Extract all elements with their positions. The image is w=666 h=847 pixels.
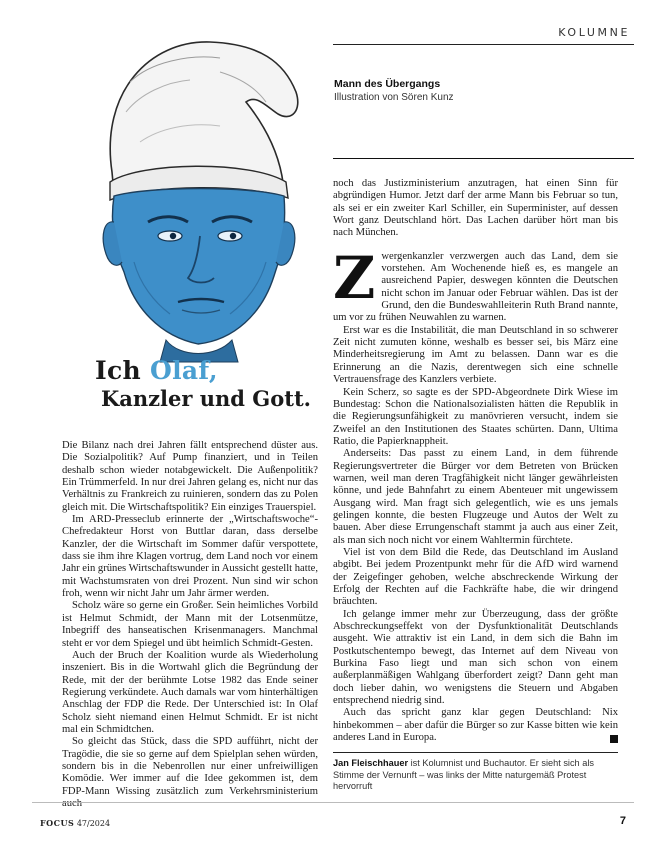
paragraph-continued: noch das Justizministerium anzutragen, hat einen Sinn für abgründigen Humor. Jetzt darf der arme Mann bis Februar so tun, als sei er ein zweiter Karl Schiller, ein Superminister, auf dessen Wort ganz Deutschland hört. Das Lachen darüber hört man bis nach München. <box>333 178 618 239</box>
paragraph-dropcap <box>333 243 618 325</box>
article-column-left <box>62 440 318 810</box>
section-label: KOLUMNE <box>558 26 630 39</box>
paragraph: So gleicht das Stück, dass die SPD aufführt, nicht der Tragödie, die sie so gerne auf dem Spielplan sehen würden, sondern bis in die Nebenrollen nur einer unfreiwilligen Komödie. Wer immer auf die Idee gekommen ist, dem FDP-Mann Wissing zusätzlich zum Verkehrsministerium auch <box>62 736 318 809</box>
illustration-caption <box>334 78 634 104</box>
paragraph: Scholz wäre so gerne ein Großer. Sein heimliches Vorbild ist Helmut Schmidt, der Mann mit der Lotsenmütze, Inbegriff des hanseatischen Krisenmanagers. Manchmal steht er vor dem Spiegel und übt heimlich Schmidt-Gesten. <box>62 600 318 649</box>
white-cap <box>110 42 298 200</box>
caption-credit: Illustration von Sören Kunz <box>334 92 454 103</box>
footer-brand <box>40 818 110 828</box>
headline-line-2: Kanzler und Gott. <box>101 386 311 411</box>
paragraph: Kein Scherz, so sagte es der SPD-Abgeordnete Dirk Wiese im Bundestag: Schon die Nationalsozialisten hätten die Republik in die Regierungsunfähigkeit zu manövrieren versucht, indem sie Zweifel an den Institutionen des Staates schürten. Dann, Ultima Ratio, die Papierknappheit. <box>333 386 618 447</box>
paragraph-last <box>333 707 618 744</box>
illustration-portrait <box>70 22 310 370</box>
paragraph: Im ARD-Presseclub erinnerte der „Wirtschaftswoche“-Chefredakteur Horst von Buttlar daran, dass derselbe Kanzler, der die Wirtschaft im Sommer dafür verspottete, dass sie ihm ihre Klagen vortrug, dem Land noch vor einem Jahr ein grünes Wirtschaftswunder in Aussicht gestellt hatte, mit Wachstumsraten von drei Prozent. Nun sind wir schon froh, wenn wir nicht Jahr um Jahr ärmer werden. <box>62 514 318 600</box>
author-bio <box>333 758 618 793</box>
paragraph: Viel ist von dem Bild die Rede, das Deutschland im Ausland abgibt. Bei jedem Prozentpunkt mehr für die AfD wird warnend der Zeigefinger gehoben, welche abschreckende Wirkung der Erfolg der Rechten auf die Fachkräfte habe, die wir dringend bräuchten. <box>333 546 618 608</box>
caption-title: Mann des Übergangs <box>334 78 441 90</box>
headline <box>95 356 335 412</box>
headline-word-ich: Ich <box>95 356 141 385</box>
drop-cap: Z <box>333 243 376 312</box>
bio-divider <box>333 752 618 753</box>
header-divider <box>333 44 634 45</box>
article-column-right <box>333 178 618 744</box>
author-name: Jan Fleischhauer <box>333 758 409 768</box>
paragraph: Erst war es die Instabilität, die man Deutschland in so schwerer Zeit nicht zumuten könne, weshalb es besser sei, bis März eine Minderheitsregierung im Amt zu belassen. Dann war es die Erinnerung an die Nazis, derentwegen sich eine schnelle Vertrauensfrage des Kanzlers verbiete. <box>333 324 618 386</box>
caption-divider <box>333 158 634 159</box>
headline-line-1 <box>95 356 335 386</box>
headline-accent-olaf: Olaf, <box>150 356 218 385</box>
blue-face <box>103 189 295 363</box>
paragraph: Anderseits: Das passt zu einem Land, in dem führende Regierungsvertreter die Bürger vor dem Betreten von Brücken warnen, weil man deren Tragfähigkeit nicht länger gewährleisten könne, und jede Bahnfahrt zu einem Abenteuer mit ungewissem Ausgang wird. Man fragt sich gelegentlich, wie es uns jemals gelingen konnte, die besten Flugzeuge und Autos der Welt zu bauen. Aber diese Errungenschaft stammt ja auch aus einer Zeit, als man sich noch nicht vor einem Wahltermin fürchtete. <box>333 448 618 546</box>
paragraph: Ich gelange immer mehr zur Überzeugung, dass der größte Abschreckungseffekt von der Dysfunktionalität Deutschlands ausgeht. Wie attraktiv ist ein Land, in dem sich die Bahn im Postkutschentempo bewegt, das Internet auf dem Niveau von Burkina Faso liegt und man sich schon von einem außerplanmäßigen Wahlgang überfordert zeigt? Dann geht man doch lieber dahin, wo wenigstens die Steuern und Abgaben entsprechend niedrig sind. <box>333 608 618 707</box>
footer-divider <box>32 802 634 803</box>
dropcap-text: wergenkanzler verzwergen auch das Land, dem sie vorstehen. Am Wochenende hieß es, es mangele an ausreichend Papier, deswegen könnten die Deutschen nicht schon im Januar oder Februar wählen. Das ist der Grund, den die Bundeswahlleiterin Ruth Brand nannte, um vor zu frühen Neuwahlen zu warnen. <box>333 250 618 324</box>
last-paragraph-text: Auch das spricht ganz klar gegen Deutschland: Nix hinbekommen – aber dafür die Bürger so zur Kasse bitten wie kein anderes Land in Europa. <box>333 707 618 744</box>
author-description: ist Kolumnist und Buchautor. Er sieht sich als Stimme der Vernunft – was links der Mitte naturgemäß Protest hervorruft <box>333 758 594 791</box>
brand-name: FOCUS <box>40 818 75 828</box>
paragraph: Die Bilanz nach drei Jahren fällt entsprechend düster aus. Die Sozialpolitik? Auf Pump finanziert, und in Teilen deshalb schon wieder notabgewickelt. Die Außenpolitik? Ein Trümmerfeld. In nur drei Jahren gelang es, nicht nur das Verhältnis zu Frankreich zu ruinieren, sondern das zu Polen gleich mit. Die Wirtschaftspolitik? Ein einziges Trauerspiel. <box>62 440 318 513</box>
issue-number: 47/2024 <box>76 819 111 828</box>
paragraph: Auch der Bruch der Koalition wurde als Wiederholung inszeniert. Bis in die Wortwahl glich die Begründung der Rede, mit der der berühmte Lotse 1982 das Ende seiner Regierung verkündete. Auch damals war vom hinterhältigen Anschlag der FDP die Rede. Der Unterschied ist: In Olaf Scholz sieht niemand einen Helmut Schmidt. Er ist nicht mal ein Schmidtchen. <box>62 649 318 735</box>
end-mark-icon <box>610 735 618 743</box>
page-number: 7 <box>619 815 626 827</box>
